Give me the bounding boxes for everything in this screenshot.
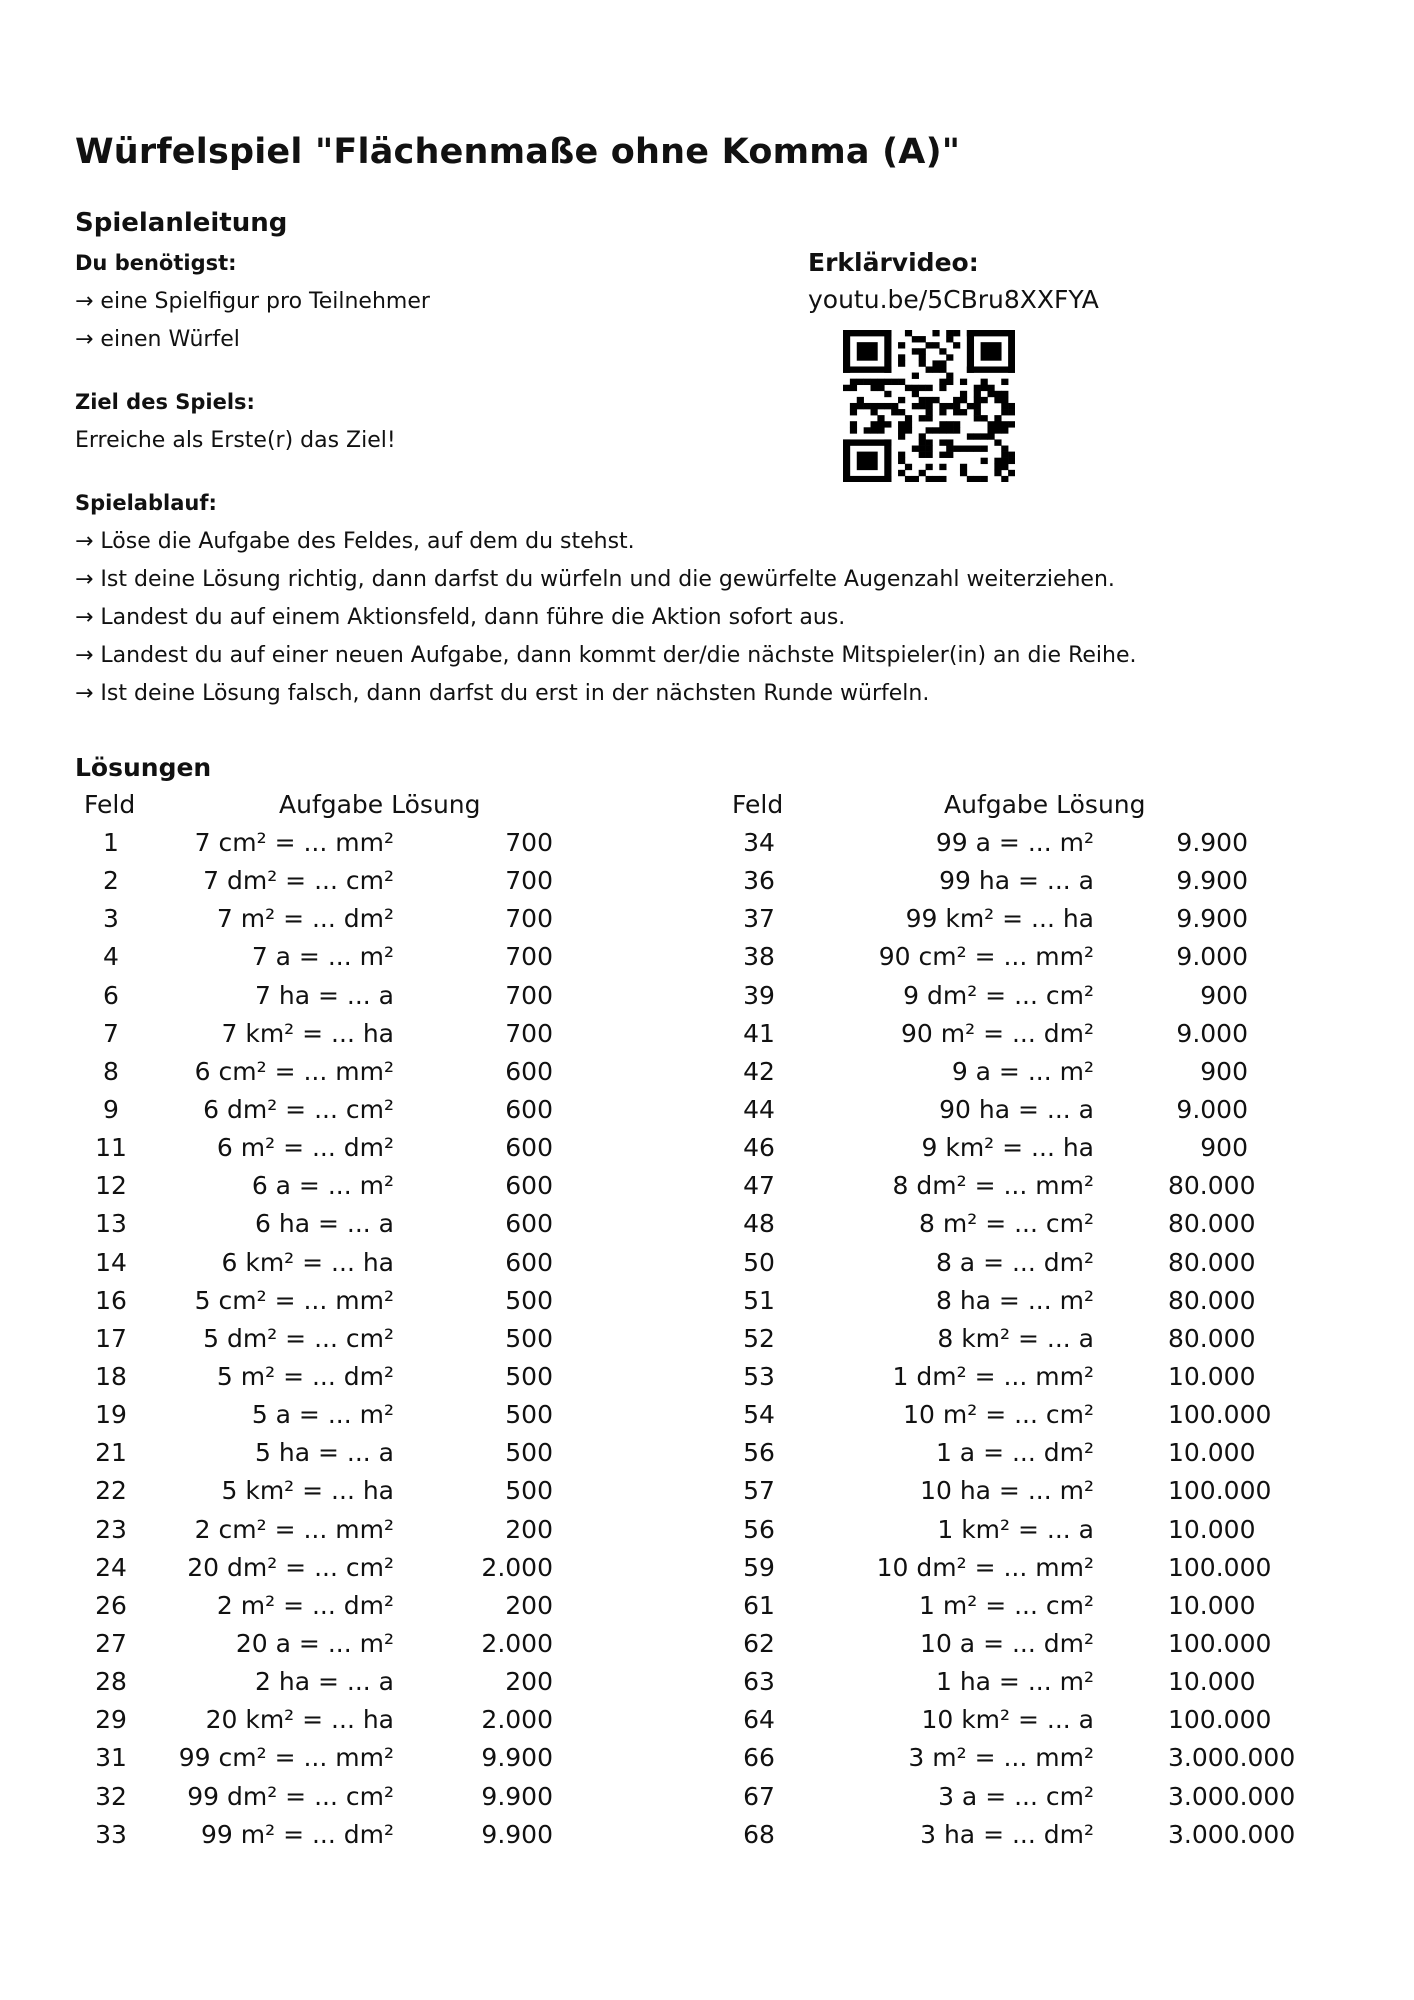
table-row [728, 1286, 1258, 1324]
cell-loesung: 600 [505, 1056, 553, 1086]
table-row [728, 1705, 1272, 1743]
table-row [80, 1248, 560, 1286]
cell-aufgabe: 20 dm² = ... cm² [187, 1552, 394, 1582]
cell-loesung: 3.000.000 [1168, 1743, 1296, 1773]
table-row [728, 1171, 1258, 1209]
cell-feld: 16 [95, 1285, 127, 1315]
cell-aufgabe: 3 m² = ... mm² [908, 1743, 1094, 1773]
cell-aufgabe: 9 a = ... m² [951, 1056, 1094, 1086]
cell-aufgabe: 90 cm² = ... mm² [878, 942, 1094, 972]
cell-loesung: 500 [505, 1400, 553, 1430]
cell-aufgabe: 99 a = ... m² [935, 828, 1094, 857]
cell-loesung: 700 [505, 1018, 553, 1048]
table-row [80, 1171, 560, 1209]
cell-loesung: 600 [505, 1094, 553, 1124]
cell-loesung: 9.900 [1176, 866, 1248, 896]
cell-aufgabe: 99 m² = ... dm² [200, 1819, 394, 1849]
cell-feld: 61 [743, 1590, 775, 1620]
cell-aufgabe: 99 cm² = ... mm² [178, 1743, 394, 1773]
flow-label: Spielablauf: [75, 491, 217, 515]
flow-item: → Ist deine Lösung falsch, dann darfst du erst in der nächsten Runde würfeln. [75, 681, 930, 706]
cell-loesung: 500 [505, 1323, 553, 1353]
cell-feld: 38 [743, 942, 775, 972]
cell-aufgabe: 10 km² = ... a [921, 1705, 1094, 1735]
cell-loesung: 9.900 [481, 1743, 553, 1773]
cell-loesung: 80.000 [1168, 1247, 1256, 1277]
cell-feld: 37 [743, 904, 775, 934]
cell-feld: 27 [95, 1628, 127, 1658]
table-row [728, 1743, 1296, 1781]
cell-aufgabe: 90 m² = ... dm² [900, 1018, 1094, 1048]
qr-code-icon[interactable] [843, 330, 1015, 482]
table-row [80, 1629, 560, 1667]
table-row [728, 1248, 1258, 1286]
cell-aufgabe: 7 km² = ... ha [221, 1018, 394, 1048]
cell-aufgabe: 5 dm² = ... cm² [203, 1323, 394, 1353]
table-row [728, 828, 1258, 866]
cell-feld: 52 [743, 1323, 775, 1353]
flow-item: → Löse die Aufgabe des Feldes, auf dem du stehst. [75, 529, 635, 554]
cell-aufgabe: 8 dm² = ... mm² [892, 1171, 1094, 1201]
table-row [728, 1515, 1258, 1553]
goal-label: Ziel des Spiels: [75, 390, 255, 414]
cell-aufgabe: 7 ha = ... a [255, 980, 394, 1010]
cell-feld: 53 [743, 1361, 775, 1391]
cell-aufgabe: 3 ha = ... dm² [920, 1819, 1094, 1849]
cell-feld: 46 [743, 1133, 775, 1163]
table-row [80, 1743, 560, 1781]
cell-aufgabe: 6 a = ... m² [251, 1171, 394, 1201]
cell-aufgabe: 20 a = ... m² [235, 1628, 394, 1658]
cell-feld: 33 [95, 1819, 127, 1849]
cell-loesung: 9.900 [1176, 904, 1248, 934]
page-title: Würfelspiel "Flächenmaße ohne Komma (A)" [75, 132, 961, 172]
table-row [728, 942, 1258, 980]
cell-loesung: 600 [505, 1171, 553, 1201]
cell-feld: 19 [95, 1400, 127, 1430]
cell-loesung: 100.000 [1168, 1552, 1272, 1582]
table-row [80, 942, 560, 980]
cell-loesung: 10.000 [1168, 1361, 1256, 1391]
flow-item: → Landest du auf einer neuen Aufgabe, dann kommt der/die nächste Mitspieler(in) an die Reihe. [75, 643, 1137, 668]
table-row [728, 1133, 1258, 1171]
cell-feld: 1 [103, 828, 119, 857]
cell-loesung: 700 [505, 866, 553, 896]
table-row [80, 1133, 560, 1171]
cell-feld: 56 [743, 1438, 775, 1468]
cell-loesung: 700 [505, 828, 553, 857]
cell-feld: 8 [103, 1056, 119, 1086]
cell-aufgabe: 20 km² = ... ha [205, 1705, 394, 1735]
table-row [80, 866, 560, 904]
cell-aufgabe: 6 cm² = ... mm² [194, 1056, 394, 1086]
cell-feld: 26 [95, 1590, 127, 1620]
cell-feld: 24 [95, 1552, 127, 1582]
cell-feld: 62 [743, 1628, 775, 1658]
cell-feld: 54 [743, 1400, 775, 1430]
cell-aufgabe: 99 dm² = ... cm² [187, 1781, 394, 1811]
cell-aufgabe: 2 cm² = ... mm² [194, 1514, 394, 1544]
cell-feld: 12 [95, 1171, 127, 1201]
cell-feld: 41 [743, 1018, 775, 1048]
table-row [80, 1705, 560, 1743]
cell-loesung: 2.000 [481, 1705, 553, 1735]
table-row [728, 904, 1258, 942]
cell-feld: 47 [743, 1171, 775, 1201]
cell-aufgabe: 2 ha = ... a [255, 1667, 394, 1697]
need-item: → eine Spielfigur pro Teilnehmer [75, 289, 430, 314]
cell-feld: 68 [743, 1819, 775, 1849]
cell-loesung: 700 [505, 942, 553, 972]
cell-aufgabe: 10 ha = ... m² [920, 1476, 1094, 1506]
cell-loesung: 3.000.000 [1168, 1819, 1296, 1849]
cell-aufgabe: 7 m² = ... dm² [216, 904, 394, 934]
cell-aufgabe: 2 m² = ... dm² [216, 1590, 394, 1620]
cell-feld: 6 [103, 980, 119, 1010]
cell-aufgabe: 1 dm² = ... mm² [892, 1361, 1094, 1391]
solutions-table-left [80, 790, 560, 1858]
table-row [80, 1515, 560, 1553]
cell-aufgabe: 99 ha = ... a [939, 866, 1094, 896]
solutions-table-right [728, 790, 1296, 1858]
cell-loesung: 9.900 [1176, 828, 1248, 857]
cell-loesung: 10.000 [1168, 1590, 1256, 1620]
flow-item: → Ist deine Lösung richtig, dann darfst du würfeln und die gewürfelte Augenzahl weiterziehen. [75, 567, 1115, 592]
cell-feld: 4 [103, 942, 119, 972]
cell-aufgabe: 5 ha = ... a [255, 1438, 394, 1468]
table-row [80, 1400, 560, 1438]
cell-loesung: 80.000 [1168, 1209, 1256, 1239]
cell-aufgabe: 6 m² = ... dm² [216, 1133, 394, 1163]
table-row [80, 1591, 560, 1629]
cell-loesung: 200 [505, 1514, 553, 1544]
cell-feld: 56 [743, 1514, 775, 1544]
table-row [80, 1019, 560, 1057]
table-row [80, 1667, 560, 1705]
cell-loesung: 10.000 [1168, 1667, 1256, 1697]
cell-aufgabe: 9 dm² = ... cm² [903, 980, 1094, 1010]
need-label: Du benötigst: [75, 251, 237, 275]
cell-feld: 57 [743, 1476, 775, 1506]
cell-loesung: 900 [1200, 1056, 1248, 1086]
cell-loesung: 10.000 [1168, 1438, 1256, 1468]
cell-feld: 28 [95, 1667, 127, 1697]
table-row [80, 1324, 560, 1362]
table-row [728, 1324, 1258, 1362]
cell-loesung: 500 [505, 1361, 553, 1391]
cell-feld: 13 [95, 1209, 127, 1239]
cell-feld: 2 [103, 866, 119, 896]
table-row [728, 1628, 1272, 1667]
cell-aufgabe: 6 ha = ... a [255, 1209, 394, 1239]
cell-aufgabe: 10 dm² = ... mm² [876, 1552, 1094, 1582]
cell-feld: 59 [743, 1552, 775, 1582]
cell-aufgabe: 6 km² = ... ha [221, 1247, 394, 1277]
table-row [728, 1819, 1296, 1858]
cell-feld: 36 [743, 866, 775, 896]
table-row [80, 828, 560, 866]
cell-aufgabe: 7 cm² = ... mm² [194, 828, 394, 857]
cell-aufgabe: 7 dm² = ... cm² [203, 866, 394, 896]
cell-feld: 17 [95, 1323, 127, 1353]
cell-feld: 3 [103, 904, 119, 934]
video-link[interactable]: youtu.be/5CBru8XXFYA [808, 285, 1099, 314]
cell-loesung: 80.000 [1168, 1285, 1256, 1315]
cell-loesung: 100.000 [1168, 1400, 1272, 1430]
cell-aufgabe: 8 ha = ... m² [935, 1285, 1094, 1315]
cell-feld: 23 [95, 1514, 127, 1544]
cell-feld: 22 [95, 1476, 127, 1506]
cell-loesung: 200 [505, 1667, 553, 1697]
table-row [80, 1057, 560, 1095]
cell-aufgabe: 8 a = ... dm² [935, 1247, 1094, 1277]
table-row [80, 1209, 560, 1247]
cell-loesung: 9.900 [481, 1819, 553, 1849]
cell-loesung: 600 [505, 1209, 553, 1239]
cell-aufgabe: 90 ha = ... a [939, 1094, 1094, 1124]
table-row [728, 1476, 1272, 1514]
table-row [80, 981, 560, 1019]
cell-aufgabe: 9 km² = ... ha [921, 1133, 1094, 1163]
cell-feld: 18 [95, 1361, 127, 1391]
cell-loesung: 100.000 [1168, 1705, 1272, 1735]
table-row [80, 1362, 560, 1400]
table-row [728, 1019, 1258, 1057]
cell-loesung: 700 [505, 980, 553, 1010]
table-row [728, 1209, 1258, 1247]
video-label: Erklärvideo: [808, 248, 979, 277]
cell-aufgabe: 5 m² = ... dm² [216, 1361, 394, 1391]
cell-feld: 39 [743, 980, 775, 1010]
cell-aufgabe: 1 a = ... dm² [935, 1438, 1094, 1468]
cell-aufgabe: 10 a = ... dm² [920, 1628, 1094, 1658]
cell-loesung: 3.000.000 [1168, 1781, 1296, 1811]
goal-text: Erreiche als Erste(r) das Ziel! [75, 428, 396, 453]
table-row [728, 1667, 1258, 1705]
cell-feld: 11 [95, 1133, 127, 1163]
cell-feld: 42 [743, 1056, 775, 1086]
table-row [728, 866, 1258, 904]
cell-aufgabe: 5 a = ... m² [251, 1400, 394, 1430]
cell-loesung: 900 [1200, 980, 1248, 1010]
cell-aufgabe: 1 ha = ... m² [935, 1667, 1094, 1697]
cell-feld: 66 [743, 1743, 775, 1773]
flow-item: → Landest du auf einem Aktionsfeld, dann führe die Aktion sofort aus. [75, 605, 846, 630]
cell-loesung: 600 [505, 1133, 553, 1163]
table-row [80, 1286, 560, 1324]
cell-feld: 63 [743, 1667, 775, 1697]
cell-feld: 14 [95, 1247, 127, 1277]
cell-loesung: 500 [505, 1476, 553, 1506]
cell-loesung: 100.000 [1168, 1628, 1272, 1658]
need-item: → einen Würfel [75, 327, 240, 352]
cell-loesung: 9.000 [1176, 942, 1248, 972]
cell-loesung: 9.000 [1176, 1018, 1248, 1048]
cell-feld: 51 [743, 1285, 775, 1315]
cell-feld: 21 [95, 1438, 127, 1468]
cell-aufgabe: 6 dm² = ... cm² [203, 1094, 394, 1124]
table-row [728, 1781, 1296, 1820]
cell-aufgabe: 1 km² = ... a [937, 1514, 1094, 1544]
cell-feld: 31 [95, 1743, 127, 1773]
cell-loesung: 600 [505, 1247, 553, 1277]
instructions-heading: Spielanleitung [75, 208, 288, 238]
cell-feld: 32 [95, 1781, 127, 1811]
cell-feld: 29 [95, 1705, 127, 1735]
table-row [80, 1782, 560, 1820]
table-row [80, 1476, 560, 1514]
table-row [728, 1057, 1258, 1095]
cell-loesung: 500 [505, 1438, 553, 1468]
cell-loesung: 700 [505, 904, 553, 934]
cell-feld: 44 [743, 1094, 775, 1124]
cell-feld: 7 [103, 1018, 119, 1048]
cell-loesung: 100.000 [1168, 1476, 1272, 1506]
column-header-aufgabe-loesung: Aufgabe Lösung [944, 790, 1146, 819]
cell-feld: 9 [103, 1094, 119, 1124]
cell-aufgabe: 8 km² = ... a [937, 1323, 1094, 1353]
cell-loesung: 10.000 [1168, 1514, 1256, 1544]
table-row [80, 1553, 560, 1591]
cell-loesung: 80.000 [1168, 1323, 1256, 1353]
cell-loesung: 900 [1200, 1133, 1248, 1163]
cell-feld: 34 [743, 828, 775, 857]
table-row [728, 981, 1258, 1019]
cell-aufgabe: 5 cm² = ... mm² [194, 1285, 394, 1315]
cell-aufgabe: 8 m² = ... cm² [919, 1209, 1094, 1239]
cell-loesung: 2.000 [481, 1628, 553, 1658]
cell-loesung: 80.000 [1168, 1171, 1256, 1201]
table-row [728, 1591, 1258, 1629]
cell-feld: 48 [743, 1209, 775, 1239]
table-row [728, 1438, 1258, 1476]
cell-aufgabe: 3 a = ... cm² [938, 1781, 1094, 1811]
column-header-aufgabe-loesung: Aufgabe Lösung [279, 790, 481, 819]
table-row [80, 1095, 560, 1133]
cell-aufgabe: 1 m² = ... cm² [919, 1590, 1094, 1620]
cell-feld: 67 [743, 1781, 775, 1811]
cell-feld: 50 [743, 1247, 775, 1277]
cell-aufgabe: 7 a = ... m² [251, 942, 394, 972]
table-row [728, 1362, 1258, 1400]
table-row [80, 904, 560, 942]
table-row [728, 1552, 1272, 1591]
solutions-heading: Lösungen [75, 753, 212, 782]
cell-loesung: 9.000 [1176, 1094, 1248, 1124]
cell-loesung: 2.000 [481, 1552, 553, 1582]
column-header-feld: Feld [732, 790, 784, 819]
cell-aufgabe: 99 km² = ... ha [905, 904, 1094, 934]
cell-aufgabe: 5 km² = ... ha [221, 1476, 394, 1506]
cell-feld: 64 [743, 1705, 775, 1735]
cell-aufgabe: 10 m² = ... cm² [903, 1400, 1094, 1430]
table-row [728, 1095, 1258, 1133]
table-row [80, 1438, 560, 1476]
table-row [728, 1400, 1272, 1438]
cell-loesung: 9.900 [481, 1781, 553, 1811]
cell-loesung: 200 [505, 1590, 553, 1620]
cell-loesung: 500 [505, 1285, 553, 1315]
table-row [80, 1820, 560, 1858]
column-header-feld: Feld [84, 790, 136, 819]
